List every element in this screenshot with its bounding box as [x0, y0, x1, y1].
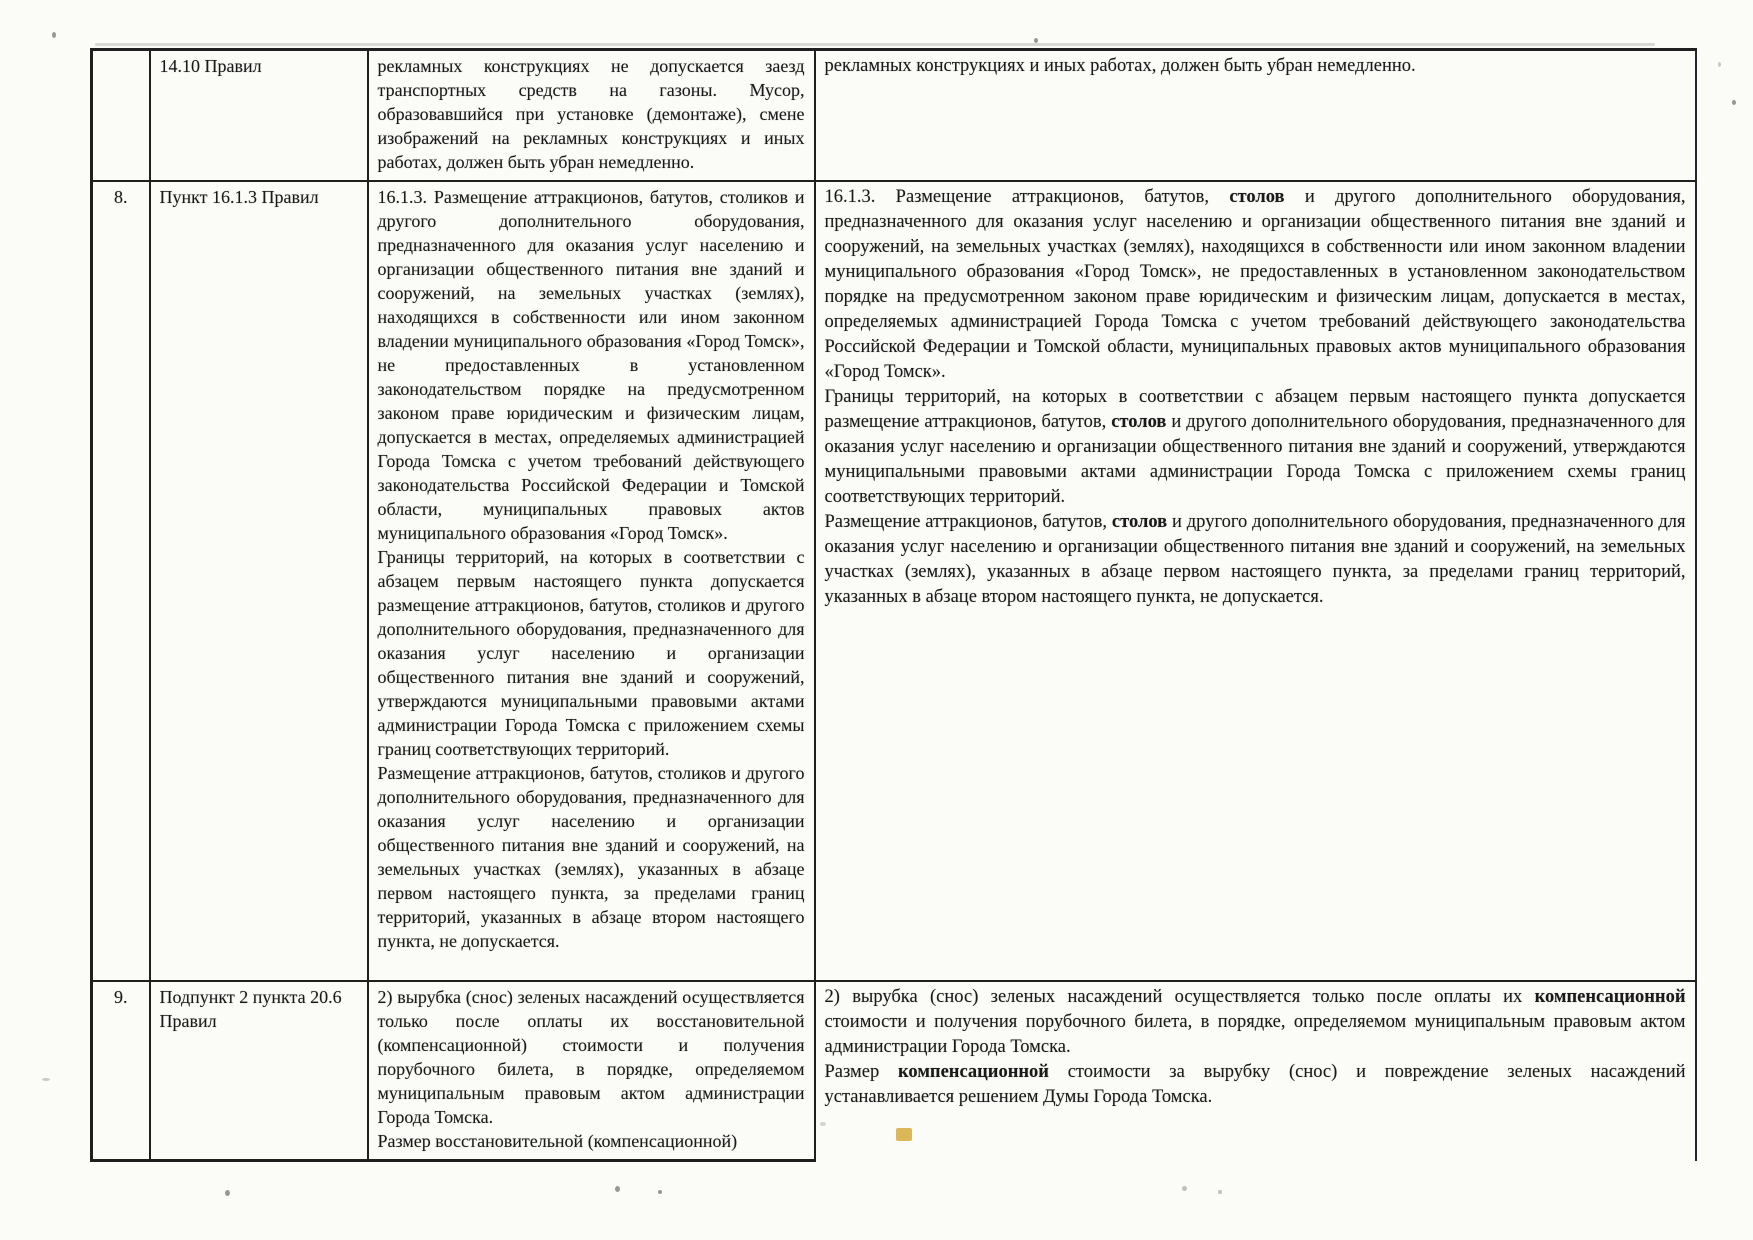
paragraph [378, 54, 805, 174]
text-segment: Размер [824, 1062, 898, 1082]
yellow-scan-artifact [896, 1128, 912, 1141]
row-number-cell: 9. [92, 981, 150, 1161]
scan-speck [1732, 100, 1736, 105]
text-segment: Границы территорий, на которых в соответствии с абзацем первым настоящего пункта допускается размещение аттракционов, батутов, [824, 387, 1686, 432]
text-segment: стоимости за вырубку (снос) и повреждение зеленых насаждений устанавливается решением Думы Города Томска. [824, 1062, 1686, 1107]
scan-speck [225, 1190, 230, 1196]
text-segment: Границы территорий, на которых в соответствии с абзацем первым настоящего пункта допускается размещение аттракционов, батутов, столиков и другого дополнительного оборудования, предназначенного для оказания услуг населению и организации общественного питания вне зданий и сооружений, утверждаются муниципальными правовыми актами администрации Города Томска с приложением схемы границ соответствующих территорий. [377, 547, 805, 759]
table-row [92, 981, 1696, 1161]
old-text-cell [368, 181, 815, 981]
text-segment: Размер восстановительной (компенсационной) [377, 1131, 738, 1151]
scan-speck [658, 1190, 662, 1194]
paragraph [825, 54, 1686, 79]
paragraph [378, 1129, 805, 1153]
scan-speck [1718, 62, 1721, 67]
paragraph [378, 761, 805, 953]
scan-speck [820, 1122, 826, 1126]
paragraph [378, 985, 805, 1129]
bold-text-segment: столов [1229, 187, 1285, 207]
scan-speck [42, 1078, 50, 1081]
scan-speck [1034, 38, 1038, 43]
text-segment: и другого дополнительного оборудования, предназначенного для оказания услуг населению и организации общественного питания вне зданий и сооружений, на земельных участках (землях), указанных в абзаце первом настоящего пункта, за пределами границ территорий, указанных в абзаце втором настоящего пункта, не допускается. [824, 512, 1686, 607]
table-row [92, 50, 1696, 182]
row-number-cell [92, 50, 150, 182]
text-segment: Размещение аттракционов, батутов, [824, 512, 1112, 532]
text-segment: и другого дополнительного оборудования, предназначенного для оказания услуг населению и организации общественного питания вне зданий и сооружений, утверждаются муниципальными правовыми актами администрации Города Томска с приложением схемы границ соответствующих территорий. [824, 412, 1686, 507]
scan-streak-artifact [95, 43, 1655, 46]
comparison-table [90, 48, 1697, 1162]
paragraph [378, 545, 805, 761]
old-text-cell [368, 981, 815, 1161]
text-segment: рекламных конструкциях не допускается заезд транспортных средств на газоны. Мусор, образовавшийся при установке (демонтаже), смене изображений на рекламных конструкциях и иных работах, должен быть убран немедленно. [377, 56, 805, 172]
new-text-cell [815, 181, 1696, 981]
reference-cell: Пункт 16.1.3 Правил [150, 181, 368, 981]
bold-text-segment: компенсационной [1534, 987, 1686, 1007]
paragraph [825, 510, 1686, 610]
old-text-cell [368, 50, 815, 182]
text-segment: 16.1.3. Размещение аттракционов, батутов, столиков и другого дополнительного оборудования, предназначенного для оказания услуг населению и организации общественного питания вне зданий и сооружений, на земельных участках (землях), находящихся в собственности или ином законном владении муниципального образования «Город Томск», не предоставленных в установленном законодательством порядке на предусмотренном законом праве юридическим и физическим лицам, допускается в местах, определяемых администрацией Города Томска с учетом требований действующего законодательства Российской Федерации и Томской области, муниципальных правовых актов муниципального образования «Город Томск». [377, 187, 805, 543]
paragraph [825, 185, 1686, 385]
paragraph [378, 185, 805, 545]
comparison-table-body [92, 50, 1696, 1161]
reference-cell: Подпункт 2 пункта 20.6 Правил [150, 981, 368, 1161]
text-segment: рекламных конструкциях и иных работах, должен быть убран немедленно. [824, 56, 1416, 76]
table-row [92, 181, 1696, 981]
text-segment: стоимости и получения порубочного билета, в порядке, определяемом муниципальным правовым актом администрации Города Томска. [824, 1012, 1686, 1057]
paragraph [825, 385, 1686, 510]
reference-cell: 14.10 Правил [150, 50, 368, 182]
bold-text-segment: столов [1111, 512, 1168, 532]
text-segment: 2) вырубка (снос) зеленых насаждений осуществляется только после оплаты их [824, 987, 1535, 1007]
bold-text-segment: столов [1111, 412, 1167, 432]
text-segment: 2) вырубка (снос) зеленых насаждений осуществляется только после оплаты их восстановительной (компенсационной) стоимости и получения порубочного билета, в порядке, определяемом муниципальным правовым актом администрации Города Томска. [377, 987, 805, 1127]
row-number-cell: 8. [92, 181, 150, 981]
scan-speck [52, 32, 56, 38]
text-segment: и другого дополнительного оборудования, предназначенного для оказания услуг населению и организации общественного питания вне зданий и сооружений, на земельных участках (землях), находящихся в собственности или ином законном владении муниципального образования «Город Томск», не предоставленных в установленном законодательством порядке на предусмотренном законом праве юридическим и физическим лицам, допускается в местах, определяемых администрацией Города Томска с учетом требований действующего законодательства Российской Федерации и Томской области, муниципальных правовых актов муниципального образования «Город Томск». [824, 187, 1686, 382]
bold-text-segment: компенсационной [898, 1062, 1049, 1082]
new-text-cell [815, 981, 1696, 1161]
paragraph [825, 985, 1686, 1060]
text-segment: Размещение аттракционов, батутов, столиков и другого дополнительного оборудования, предназначенного для оказания услуг населению и организации общественного питания вне зданий и сооружений, на земельных участках (землях), указанных в абзаце первом настоящего пункта, за пределами границ территорий, указанных в абзаце втором настоящего пункта, не допускается. [377, 763, 805, 951]
text-segment: 16.1.3. Размещение аттракционов, батутов, [824, 187, 1230, 207]
paragraph [825, 1060, 1686, 1110]
scan-speck [615, 1186, 620, 1192]
scan-speck [1182, 1186, 1187, 1191]
scan-speck [1218, 1190, 1222, 1194]
new-text-cell [815, 50, 1696, 182]
